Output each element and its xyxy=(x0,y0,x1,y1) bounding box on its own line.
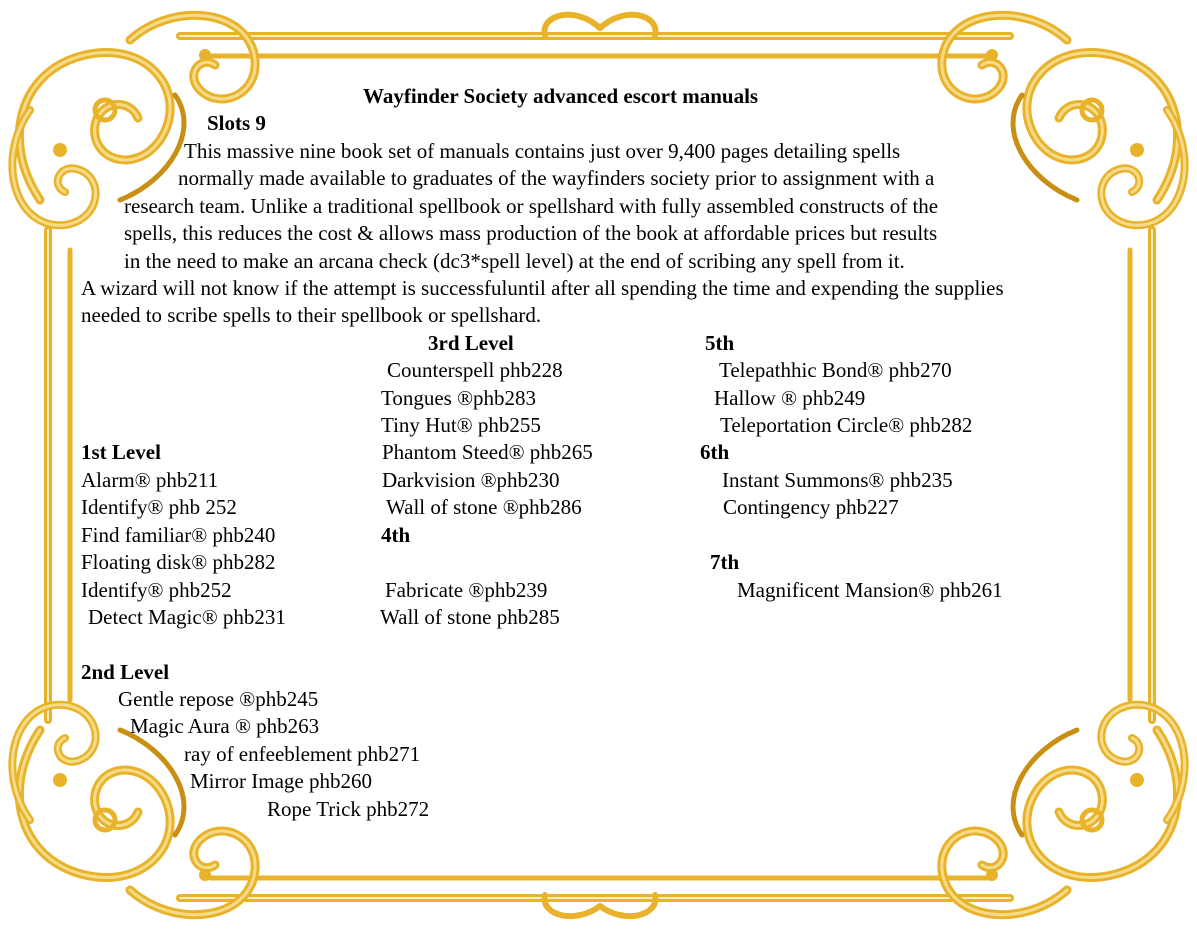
slots-label: Slots 9 xyxy=(207,111,266,135)
description-line: This massive nine book set of manuals contains just over 9,400 pages detailing spells xyxy=(184,139,901,163)
description-line: A wizard will not know if the attempt is successfuluntil after all spending the time and expending the supplies xyxy=(81,276,1004,300)
description-line: needed to scribe spells to their spellbook or spellshard. xyxy=(81,303,542,327)
level-3-heading: 3rd Level xyxy=(428,331,514,355)
spell-item: Telepathhic Bond® phb270 xyxy=(719,358,952,382)
spell-item: Rope Trick phb272 xyxy=(267,797,430,821)
level-6-heading: 6th xyxy=(700,440,730,464)
spell-item: Floating disk® phb282 xyxy=(81,550,276,574)
spell-item: Instant Summons® phb235 xyxy=(722,468,953,492)
description-line: normally made available to graduates of the wayfinders society prior to assignment with a xyxy=(178,166,935,190)
document-title: Wayfinder Society advanced escort manuals xyxy=(363,84,759,108)
spell-item: Magnificent Mansion® phb261 xyxy=(737,578,1003,602)
spell-item: Darkvision ®phb230 xyxy=(382,468,560,492)
spell-item: Tiny Hut® phb255 xyxy=(381,413,541,437)
spell-item: Detect Magic® phb231 xyxy=(88,605,286,629)
spell-item: Counterspell phb228 xyxy=(387,358,563,382)
spell-item: Wall of stone phb285 xyxy=(380,605,560,629)
spell-item: Fabricate ®phb239 xyxy=(385,578,548,602)
spell-item: Phantom Steed® phb265 xyxy=(382,440,593,464)
spell-item: Teleportation Circle® phb282 xyxy=(720,413,973,437)
level-7-heading: 7th xyxy=(710,550,740,574)
description-line: spells, this reduces the cost & allows mass production of the book at affordable prices but results xyxy=(124,221,938,245)
spell-item: ray of enfeeblement phb271 xyxy=(184,742,421,766)
spell-item: Identify® phb252 xyxy=(81,578,232,602)
level-4-heading: 4th xyxy=(381,523,411,547)
spell-item: Find familiar® phb240 xyxy=(81,523,276,547)
level-2-heading: 2nd Level xyxy=(81,660,170,684)
spell-item: Magic Aura ® phb263 xyxy=(130,714,320,738)
spell-item: Identify® phb 252 xyxy=(81,495,237,519)
spell-item: Alarm® phb211 xyxy=(81,468,219,492)
spell-item: Mirror Image phb260 xyxy=(190,769,372,793)
spell-item: Hallow ® phb249 xyxy=(714,386,866,410)
spell-item: Gentle repose ®phb245 xyxy=(118,687,319,711)
description-line: research team. Unlike a traditional spellbook or spellshard with fully assembled constructs of the xyxy=(124,194,939,218)
spell-item: Contingency phb227 xyxy=(723,495,899,519)
level-5-heading: 5th xyxy=(705,331,735,355)
level-1-heading: 1st Level xyxy=(81,440,161,464)
description-line: in the need to make an arcana check (dc3*spell level) at the end of scribing any spell from it. xyxy=(124,249,905,273)
spell-item: Tongues ®phb283 xyxy=(381,386,537,410)
spell-item: Wall of stone ®phb286 xyxy=(386,495,582,519)
